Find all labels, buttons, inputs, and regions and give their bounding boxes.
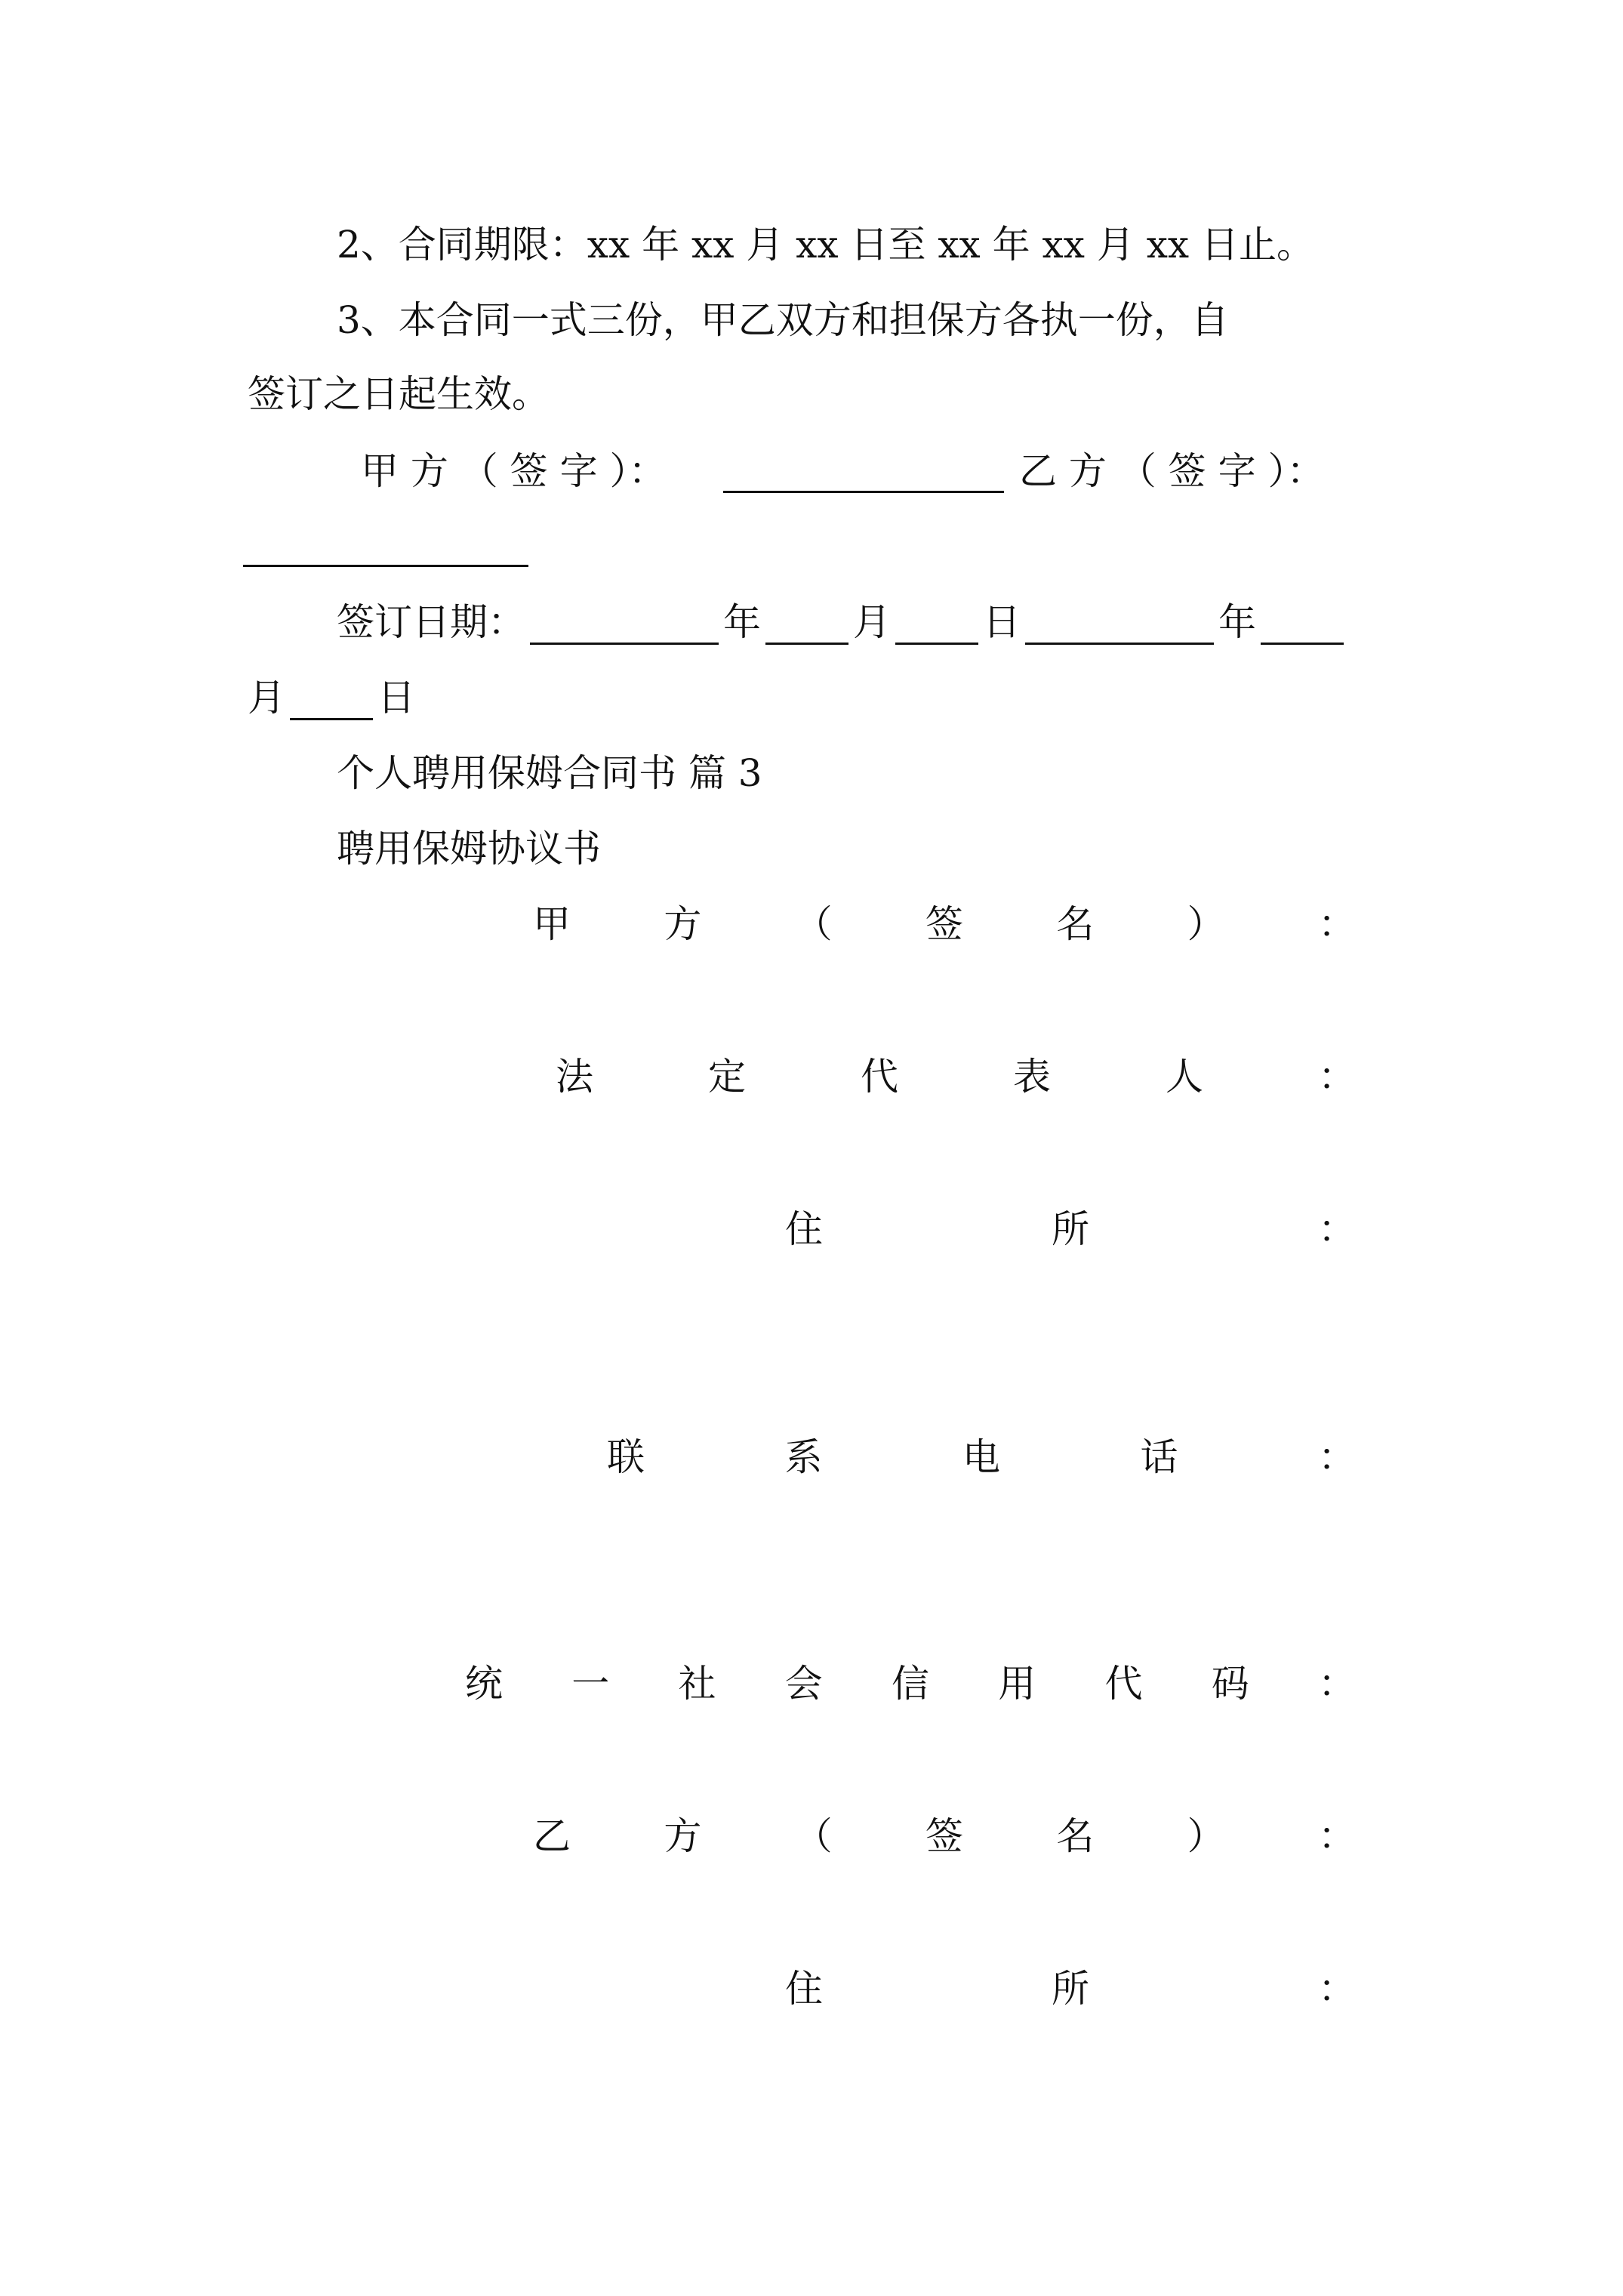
party-b-signature-blank <box>243 565 528 567</box>
copies-paragraph-line1: 3、本合同一式三份，甲乙双方和担保方各执一份，自 <box>337 298 1229 342</box>
party-b-signature-label: 乙 方 （ 签 字 ）： <box>1019 449 1325 493</box>
field-legal-representative: 法 定 代 表 人 ： <box>556 1055 1356 1099</box>
copies-paragraph-line2: 签订之日起生效。 <box>248 372 550 416</box>
date-year-blank-b <box>1025 609 1214 645</box>
field-credit-code: 统 一 社 会 信 用 代 码 ： <box>465 1662 1356 1706</box>
signing-date-line2: 月 日 <box>248 676 415 720</box>
date-day-blank-a <box>895 609 978 645</box>
field-party-b-sign: 乙 方 （ 签 名 ） ： <box>533 1814 1356 1858</box>
date-month-blank-b <box>1261 609 1344 645</box>
party-a-signature-blank <box>723 491 1004 493</box>
agreement-title: 聘用保姆协议书 <box>337 827 601 871</box>
field-phone: 联 系 电 话 ： <box>607 1435 1356 1479</box>
date-month-blank-a <box>765 609 848 645</box>
contract-term-paragraph: 2、合同期限：xx 年 xx 月 xx 日至 xx 年 xx 月 xx 日止。 <box>337 223 1315 267</box>
field-address-a: 住 所 ： <box>785 1207 1356 1251</box>
signing-date-line1: 签订日期： 年 月 日 年 <box>337 599 1348 645</box>
date-day-blank-b <box>290 685 373 720</box>
party-a-signature-label: 甲 方 （ 签 字 ）： <box>361 449 667 493</box>
section-heading: 个人聘用保姆合同书 篇 3 <box>337 751 762 795</box>
field-party-a-sign: 甲 方 （ 签 名 ） ： <box>533 902 1356 946</box>
date-year-blank-a <box>530 609 719 645</box>
field-address-b: 住 所 ： <box>785 1967 1356 2011</box>
